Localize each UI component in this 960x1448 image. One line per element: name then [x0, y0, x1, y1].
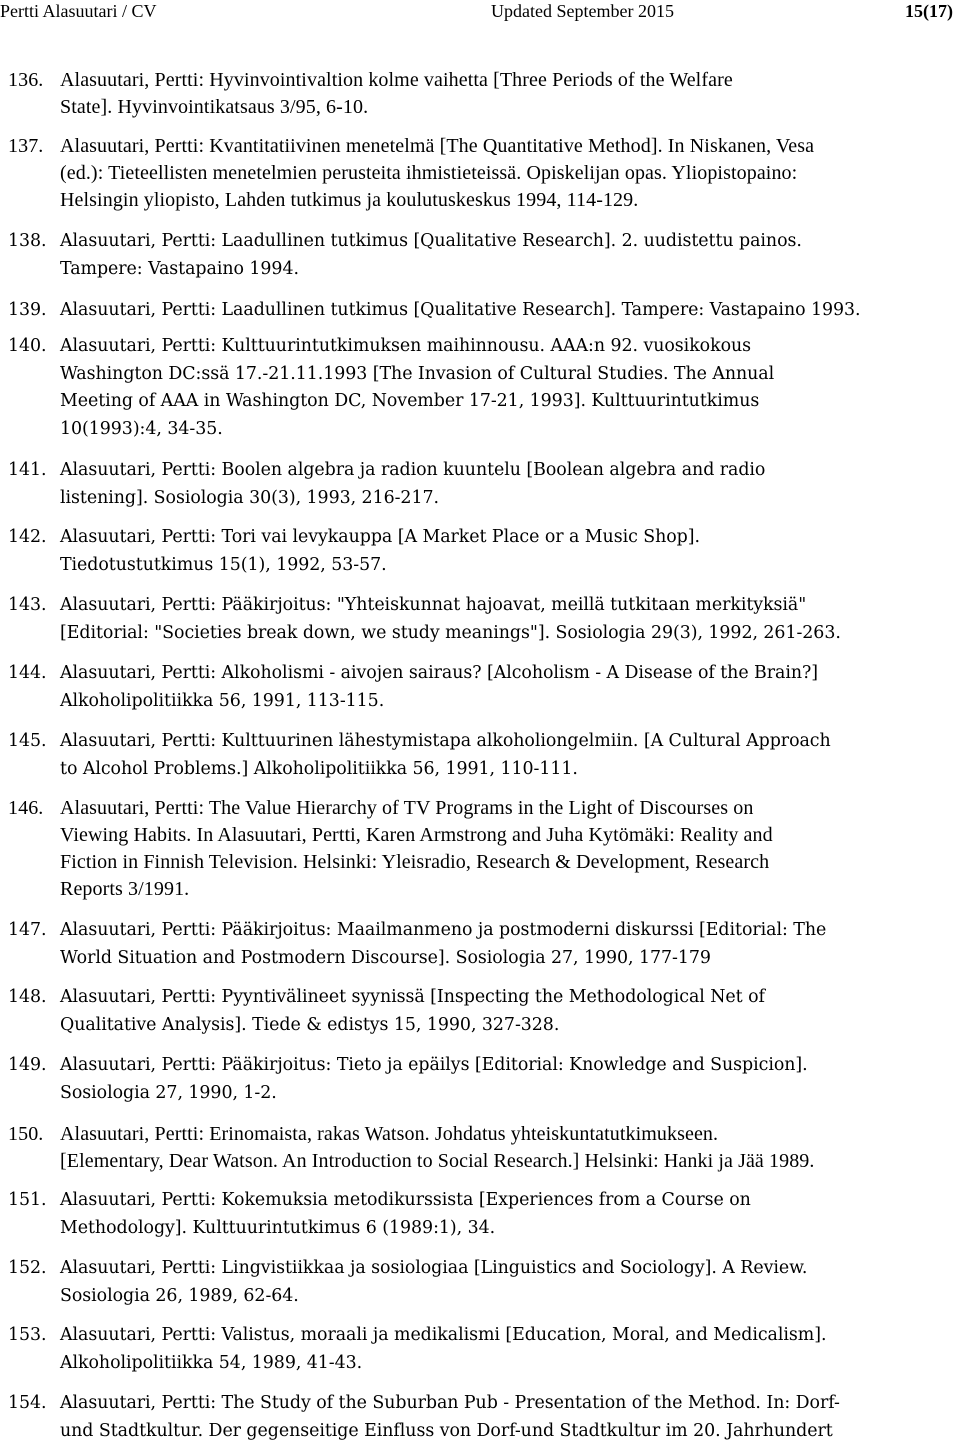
entry-number: 153. [8, 1325, 47, 1345]
entry-text-line: Helsingin yliopisto, Lahden tutkimus ja koulutuskeskus 1994, 114-129. [60, 189, 639, 211]
entry-text-line: Fiction in Finnish Television. Helsinki: Yleisradio, Research & Development, Research [60, 851, 770, 873]
entry-text-line: Alasuutari, Pertti: Boolen algebra ja radion kuuntelu [Boolean algebra and radio [60, 460, 766, 480]
entry-text-line: Alasuutari, Pertti: Alkoholismi - aivojen sairaus? [Alcoholism - A Disease of the Brain?] [60, 663, 819, 683]
entry-text-line: listening]. Sosiologia 30(3), 1993, 216-217. [60, 487, 439, 508]
header-author: Pertti Alasuutari / CV [0, 1, 157, 21]
header-page-number: 15(17) [905, 1, 953, 21]
entry-number: 143. [8, 595, 47, 615]
entry-text-line: Tiedotustutkimus 15(1), 1992, 53-57. [60, 554, 387, 575]
entry-text-line: Alasuutari, Pertti: Tori vai levykauppa [A Market Place or a Music Shop]. [60, 527, 700, 547]
entry-number: 152. [8, 1258, 47, 1278]
entry-text-line: State]. Hyvinvointikatsaus 3/95, 6-10. [60, 96, 369, 118]
entry-number: 154. [8, 1393, 47, 1413]
entry-text-line: to Alcohol Problems.] Alkoholipolitiikka 56, 1991, 110-111. [60, 758, 578, 779]
entry-text-line: Alasuutari, Pertti: Kvantitatiivinen menetelmä [The Quantitative Method]. In Niskanen, Vesa [60, 135, 815, 157]
entry-text-line: Alasuutari, Pertti: Laadullinen tutkimus [Qualitative Research]. 2. uudistettu painos. [60, 231, 802, 251]
entry-text-line: Alasuutari, Pertti: Valistus, moraali ja medikalismi [Education, Moral, and Medicalism]. [60, 1325, 827, 1345]
entry-text-line: Alasuutari, Pertti: Pääkirjoitus: Maailmanmeno ja postmoderni diskurssi [Editorial: The [60, 920, 827, 940]
entry-text-line: Alasuutari, Pertti: Pyyntivälineet syynissä [Inspecting the Methodological Net of [60, 987, 765, 1007]
entry-number: 149. [8, 1055, 47, 1075]
entry-number: 137. [8, 135, 44, 157]
header-updated-date: Updated September 2015 [491, 1, 674, 21]
entry-text-line: Alasuutari, Pertti: Lingvistiikkaa ja sosiologiaa [Linguistics and Sociology]. A Review. [60, 1258, 808, 1278]
entry-text-line: Alasuutari, Pertti: Laadullinen tutkimus [Qualitative Research]. Tampere: Vastapaino 1993. [60, 300, 861, 320]
entry-number: 148. [8, 987, 47, 1007]
entry-text-line: Alasuutari, Pertti: Pääkirjoitus: "Yhteiskunnat hajoavat, meillä tutkitaan merkityksiä" [60, 595, 807, 615]
entry-text-line: Alasuutari, Pertti: Pääkirjoitus: Tieto ja epäilys [Editorial: Knowledge and Suspicion]. [60, 1055, 808, 1075]
entry-text-line: [Editorial: "Societies break down, we study meanings"]. Sosiologia 29(3), 1992, 261-263. [60, 622, 841, 643]
entry-text-line: Methodology]. Kulttuurintutkimus 6 (1989:1), 34. [60, 1217, 496, 1238]
entry-text-line: Viewing Habits. In Alasuutari, Pertti, Karen Armstrong and Juha Kytömäki: Reality and [60, 824, 773, 846]
entry-text-line: Alasuutari, Pertti: The Value Hierarchy of TV Programs in the Light of Discourses on [60, 797, 754, 819]
entry-number: 151. [8, 1190, 47, 1210]
entry-text-line: Alkoholipolitiikka 54, 1989, 41-43. [60, 1352, 363, 1373]
entry-text-line: Qualitative Analysis]. Tiede & edistys 15, 1990, 327-328. [60, 1014, 560, 1035]
page-header [0, 0, 960, 22]
entry-text-line: (ed.): Tieteellisten menetelmien perusteita ihmistieteissä. Opiskelijan opas. Yliopistopaino: [60, 162, 798, 184]
entry-number: 145. [8, 731, 47, 751]
entry-text-line: Alasuutari, Pertti: Kulttuurinen lähestymistapa alkoholiongelmiin. [A Cultural Approach [60, 731, 831, 751]
entry-text-line: [Elementary, Dear Watson. An Introduction to Social Research.] Helsinki: Hanki ja Jää 1989. [60, 1150, 815, 1172]
entry-text-line: Alkoholipolitiikka 56, 1991, 113-115. [60, 690, 385, 711]
entry-number: 140. [8, 336, 47, 356]
entry-text-line: und Stadtkultur. Der gegenseitige Einfluss von Dorf-und Stadtkultur im 20. Jahrhundert [60, 1420, 833, 1441]
entry-number: 147. [8, 920, 47, 940]
entry-text-line: World Situation and Postmodern Discourse]. Sosiologia 27, 1990, 177-179 [60, 947, 711, 968]
entry-text-line: Alasuutari, Pertti: Kokemuksia metodikurssista [Experiences from a Course on [60, 1190, 751, 1210]
entry-text-line: Sosiologia 26, 1989, 62-64. [60, 1285, 299, 1306]
entry-text-line: Meeting of AAA in Washington DC, November 17-21, 1993]. Kulttuurintutkimus [60, 391, 760, 411]
entry-text-line: Washington DC:ssä 17.-21.11.1993 [The Invasion of Cultural Studies. The Annual [60, 363, 775, 384]
entry-number: 146. [8, 797, 44, 819]
entry-text-line: Tampere: Vastapaino 1994. [60, 258, 299, 279]
entry-number: 141. [8, 460, 47, 480]
entry-number: 138. [8, 231, 47, 251]
entry-text-line: Alasuutari, Pertti: Kulttuurintutkimuksen maihinnousu. AAA:n 92. vuosikokous [60, 336, 752, 356]
entry-text-line: Alasuutari, Pertti: Hyvinvointivaltion kolme vaihetta [Three Periods of the Welfare [60, 69, 733, 91]
entry-number: 142. [8, 527, 47, 547]
entry-number: 139. [8, 300, 47, 320]
entry-text-line: Alasuutari, Pertti: The Study of the Suburban Pub - Presentation of the Method. In: Dorf- [60, 1393, 840, 1413]
entry-number: 150. [8, 1123, 44, 1145]
entry-text-line: 10(1993):4, 34-35. [60, 418, 223, 439]
entry-number: 144. [8, 663, 47, 683]
entry-text-line: Alasuutari, Pertti: Erinomaista, rakas Watson. Johdatus yhteiskuntatutkimukseen. [60, 1123, 719, 1145]
entry-text-line: Reports 3/1991. [60, 878, 190, 900]
entry-text-line: Sosiologia 27, 1990, 1-2. [60, 1082, 277, 1103]
entry-number: 136. [8, 69, 44, 91]
